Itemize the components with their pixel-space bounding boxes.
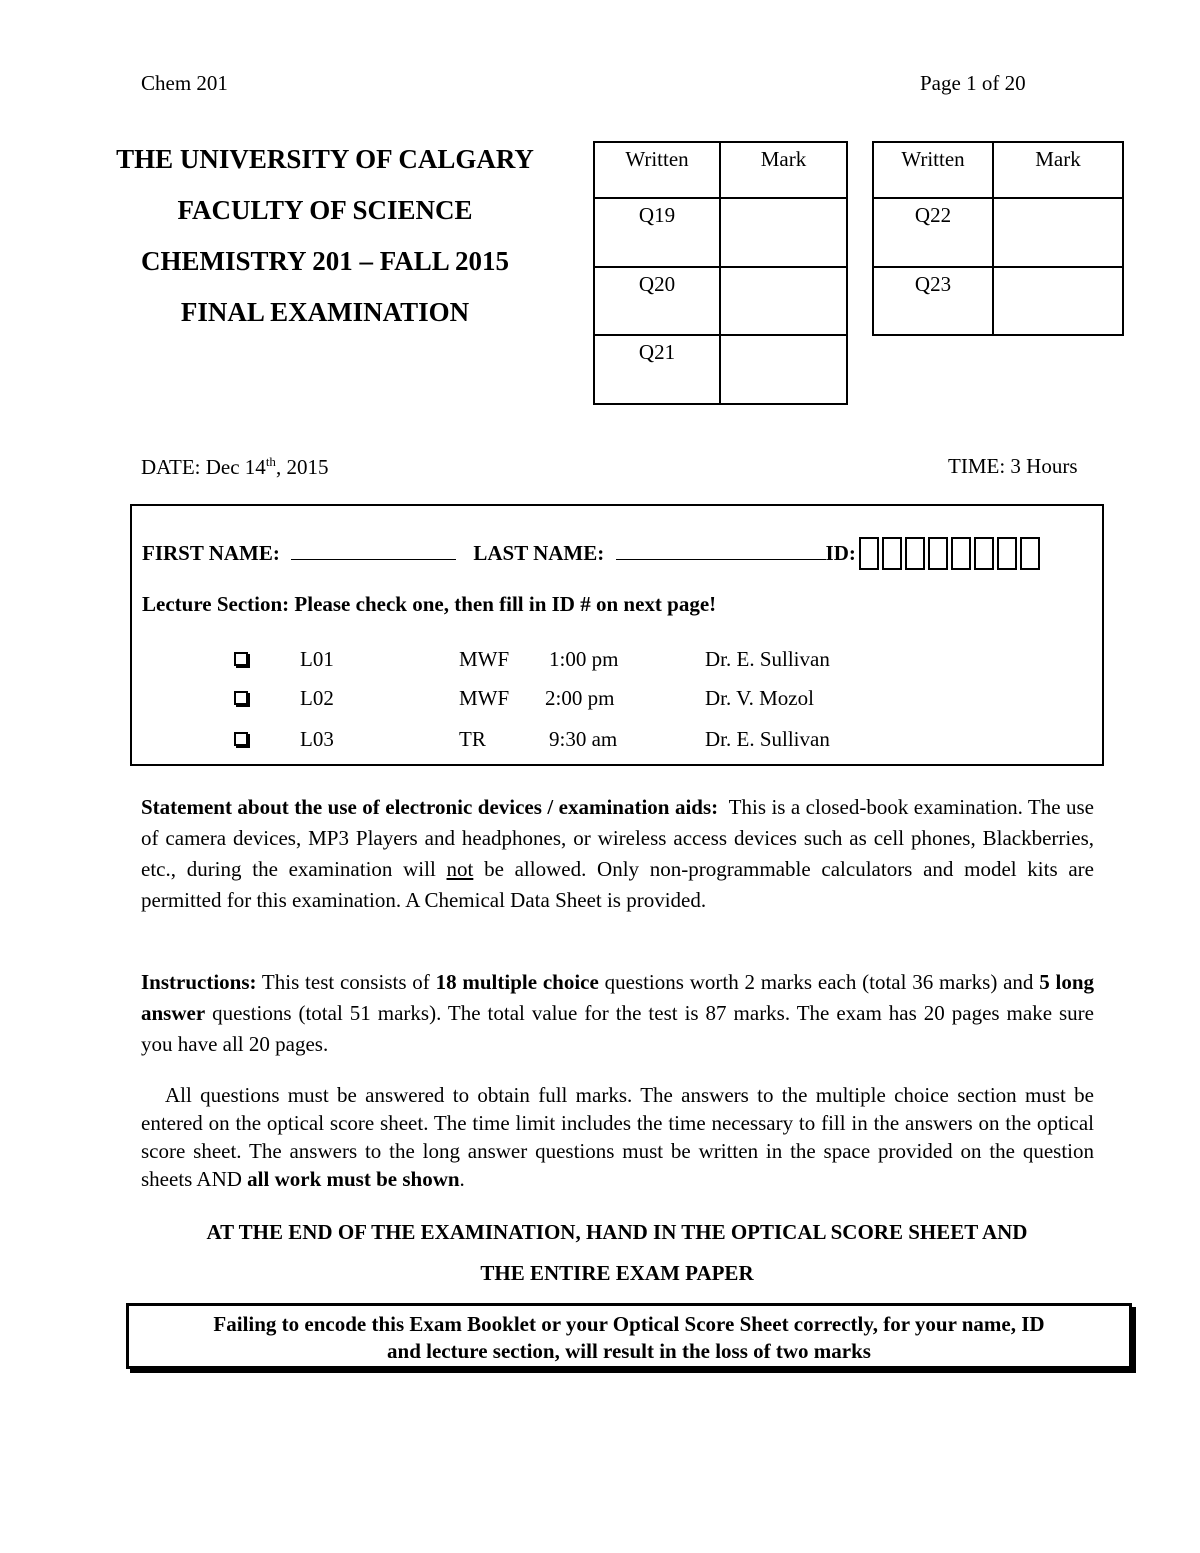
exam-title	[90, 134, 560, 338]
section-instructor: Dr. E. Sullivan	[705, 727, 830, 751]
question-label: Q20	[594, 267, 720, 335]
title-line: FINAL EXAMINATION	[180, 297, 470, 327]
mark-cell[interactable]	[993, 267, 1123, 335]
exam-time: TIME: 3 Hours	[948, 454, 1078, 478]
section-checkbox[interactable]	[234, 732, 248, 746]
section-checkbox[interactable]	[234, 691, 248, 705]
statement-heading: Statement about the use of electronic devices / examination aids:	[141, 795, 719, 819]
section-code: L03	[300, 727, 334, 751]
written-header: Written	[873, 142, 993, 198]
student-info-box	[130, 504, 1104, 766]
id-digit-box[interactable]	[1020, 537, 1040, 570]
instructions-heading: Instructions:	[141, 970, 257, 994]
section-code: L02	[300, 686, 334, 710]
marks-table-left	[593, 141, 848, 405]
instructions-paragraph: Instructions: This test consists of 18 multiple choice questions worth 2 marks each (total 36 marks) and 5 long answer questions (total 51 marks). The total value for the test is 87 marks. The exam has 20 pages make sure you have all 20 pages.	[141, 970, 1095, 1056]
section-days: MWF	[459, 647, 510, 671]
id-digit-box[interactable]	[859, 537, 879, 570]
lecture-section-prompt: Lecture Section: Please check one, then fill in ID # on next page!	[142, 592, 717, 616]
first-name-field[interactable]	[291, 537, 456, 560]
section-time: 9:30 am	[549, 727, 618, 751]
id-digit-box[interactable]	[951, 537, 971, 570]
section-days: TR	[459, 727, 486, 751]
mark-cell[interactable]	[720, 198, 847, 267]
written-header: Written	[594, 142, 720, 198]
exam-date: DATE: Dec 14th, 2015	[141, 454, 329, 479]
section-days: MWF	[459, 686, 510, 710]
mark-cell[interactable]	[993, 198, 1123, 267]
section-row	[132, 727, 1102, 757]
warning-box: Failing to encode this Exam Booklet or your Optical Score Sheet correctly, for your name, ID and lecture section, will result in the loss of two marks	[126, 1303, 1132, 1369]
page-number: Page 1 of 20	[920, 71, 1026, 95]
id-digit-box[interactable]	[905, 537, 925, 570]
id-digit-box[interactable]	[928, 537, 948, 570]
section-time: 2:00 pm	[545, 686, 615, 710]
mark-header: Mark	[720, 142, 847, 198]
end-of-exam-note: AT THE END OF THE EXAMINATION, HAND IN THE OPTICAL SCORE SHEET AND THE ENTIRE EXAM PAPER	[206, 1220, 1028, 1285]
section-checkbox[interactable]	[234, 652, 248, 666]
mark-cell[interactable]	[720, 335, 847, 404]
title-line: FACULTY OF SCIENCE	[177, 195, 473, 225]
mark-cell[interactable]	[720, 267, 847, 335]
all-questions-paragraph: All questions must be answered to obtain full marks. The answers to the multiple choice section must be entered on the optical score sheet. The time limit includes the time necessary to fill in the answers on the optical score sheet. The answers to the long answer questions must be written in the space provided on the question sheets AND all work must be shown.	[141, 1083, 1094, 1191]
section-row	[132, 686, 1102, 716]
question-label: Q21	[594, 335, 720, 404]
last-name-label: LAST NAME:	[473, 541, 605, 565]
course-code: Chem 201	[141, 71, 228, 95]
section-instructor: Dr. V. Mozol	[705, 686, 814, 710]
statement-paragraph: Statement about the use of electronic devices / examination aids: This is a closed-book examination. The use of camera devices, MP3 Players and headphones, or wireless access devices such as cell phones, Blackberries, etc., during the examination will not be allowed. Only non-programmable calculators and model kits are permitted for this examination. A Chemical Data Sheet is provided.	[141, 795, 1094, 912]
section-row	[132, 647, 1102, 677]
name-id-row	[142, 537, 1040, 570]
section-instructor: Dr. E. Sullivan	[705, 647, 830, 671]
id-digit-box[interactable]	[974, 537, 994, 570]
question-label: Q19	[594, 198, 720, 267]
title-line: THE UNIVERSITY OF CALGARY	[116, 144, 534, 174]
id-digit-box[interactable]	[882, 537, 902, 570]
question-label: Q22	[873, 198, 993, 267]
question-label: Q23	[873, 267, 993, 335]
section-time: 1:00 pm	[549, 647, 619, 671]
last-name-field[interactable]	[616, 537, 826, 560]
first-name-label: FIRST NAME:	[142, 541, 280, 565]
mark-header: Mark	[993, 142, 1123, 198]
title-line: CHEMISTRY 201 – FALL 2015	[140, 246, 510, 276]
id-boxes	[856, 541, 1040, 565]
id-label: ID:	[825, 541, 856, 565]
marks-table-right	[872, 141, 1124, 336]
id-digit-box[interactable]	[997, 537, 1017, 570]
section-code: L01	[300, 647, 334, 671]
